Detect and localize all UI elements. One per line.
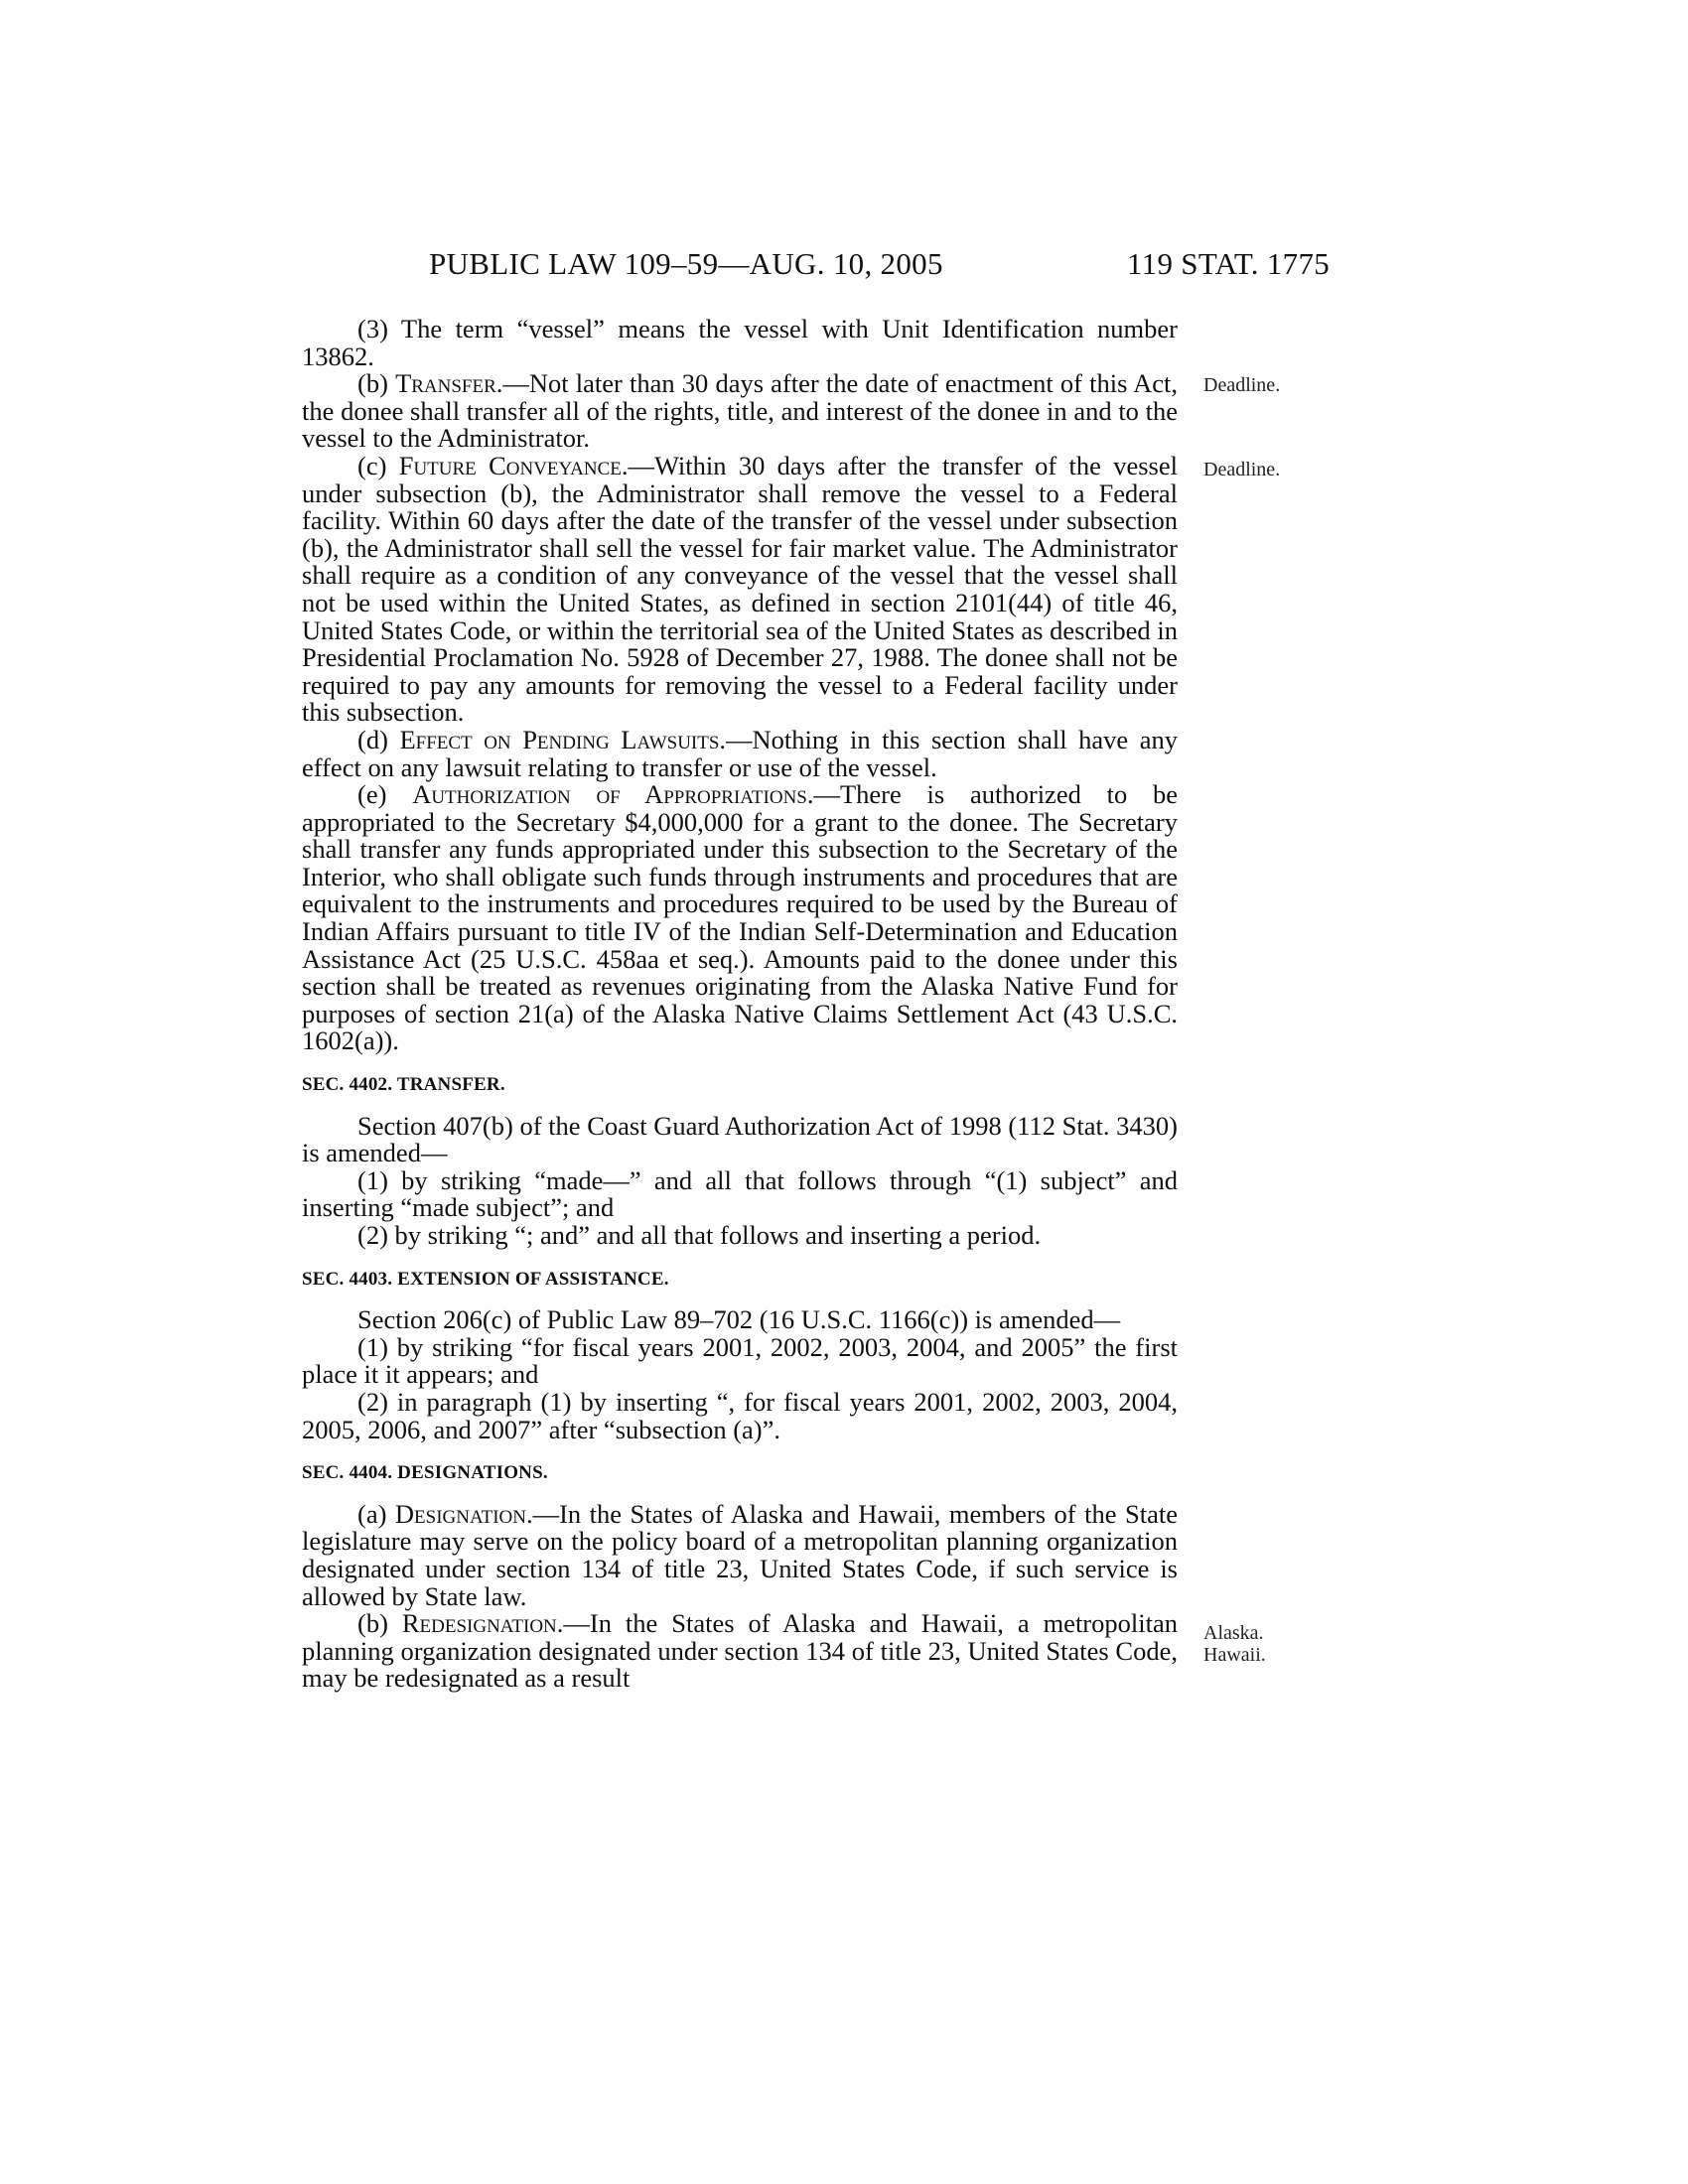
margin-note-alaska: Alaska. [1203, 1622, 1264, 1644]
paragraph-text: .—There is authorized to be appropriated to the Secretary $4,000,000 for a grant to the donee. The Secretary shall transfer any funds appropriated under this subsection to the Secretary of the Interior, who shall obligate such funds through instruments and procedures that are equivalent to the instruments and procedures required to be used by the Bureau of Indian Affairs pursuant to title IV of the Indian Self-Determination and Education Assistance Act (25 U.S.C. 458aa et seq.). Amounts paid to the donee under this section shall be treated as revenues originating from the Alaska Native Fund for purposes of section 21(a) of the Alaska Native Claims Settlement Act (43 U.S.C. 1602(a)). [302, 779, 1178, 1056]
paragraph-label: (b) [357, 368, 396, 399]
item-text: (1) by striking “for fiscal years 2001, 2002, 2003, 2004, and 2005” the first place it it appears; and [302, 1331, 1178, 1390]
subsection-heading: Designation [394, 1498, 526, 1529]
paragraph-label: (c) [357, 450, 399, 480]
paragraph-future-conveyance [302, 450, 1178, 728]
paragraph-text: .—Not later than 30 days after the date of enactment of this Act, the donee shall transfer all of the rights, title, and interest of the donee in and to the vessel to the Administrator. [302, 368, 1178, 454]
paragraph-label: (a) [357, 1498, 395, 1529]
section-heading-4404: SEC. 4404. DESIGNATIONS. [302, 1462, 548, 1484]
section-heading-4403: SEC. 4403. EXTENSION OF ASSISTANCE. [302, 1268, 669, 1290]
margin-note-alaska-hawaii [1203, 1622, 1266, 1666]
paragraph-designation [302, 1498, 1178, 1611]
paragraph-text: .—Within 30 days after the transfer of the vessel under subsection (b), the Administrator shall remove the vessel to a Federal facility. Within 60 days after the date of the transfer of the vessel under subsection (b), the Administrator shall sell the vessel for fair market value. The Administrator shall require as a condition of any conveyance of the vessel that the vessel shall not be used within the United States, as defined in section 2101(44) of title 46, United States Code, or within the territorial sea of the United States as described in Presidential Proclamation No. 5928 of December 27, 1988. The donee shall not be required to pay any amounts for removing the vessel to a Federal facility under this subsection. [302, 450, 1178, 728]
section-4402-item-1 [302, 1164, 1178, 1223]
subsection-heading: Effect on Pending Lawsuits [399, 724, 720, 754]
margin-note-hawaii: Hawaii. [1203, 1644, 1266, 1666]
running-header-page: 119 STAT. 1775 [1127, 246, 1331, 281]
subsection-heading: Authorization of Appropriations [412, 779, 807, 810]
section-4403-item-1 [302, 1331, 1178, 1390]
subsection-heading: Future Conveyance [398, 450, 622, 480]
statute-body [302, 316, 1178, 1693]
item-text: (2) by striking “; and” and all that follows and inserting a period. [357, 1220, 1042, 1250]
subsection-heading: Transfer [395, 368, 496, 399]
item-text: (2) in paragraph (1) by inserting “, for fiscal years 2001, 2002, 2003, 2004, 2005, 2006, and 2007” after “subsection (a)”. [302, 1386, 1178, 1444]
section-4402-intro: Section 407(b) of the Coast Guard Authorization Act of 1998 (112 Stat. 3430) is amended— [302, 1110, 1178, 1168]
paragraph-pending-lawsuits [302, 724, 1178, 782]
paragraph-text: .—In the States of Alaska and Hawaii, members of the State legislature may serve on the policy board of a metropolitan planning organization designated under section 134 of title 23, United States Code, if such service is allowed by State law. [302, 1498, 1178, 1611]
margin-note-deadline: Deadline. [1203, 459, 1281, 480]
section-4403-item-2 [302, 1386, 1178, 1444]
section-4402-item-2 [302, 1222, 1178, 1250]
section-heading-4402: SEC. 4402. TRANSFER. [302, 1074, 505, 1096]
section-4403-intro: Section 206(c) of Public Law 89–702 (16 U.S.C. 1166(c)) is amended— [357, 1304, 1121, 1335]
running-header-title: PUBLIC LAW 109–59—AUG. 10, 2005 [429, 246, 943, 281]
item-text: (1) by striking “made—” and all that follows through “(1) subject” and inserting “made subject”; and [302, 1164, 1178, 1223]
paragraph-transfer [302, 370, 1178, 453]
paragraph-redesignation [302, 1610, 1178, 1693]
paragraph-vessel-definition: (3) The term “vessel” means the vessel with Unit Identification number 13862. [302, 314, 1178, 371]
margin-note-deadline: Deadline. [1203, 374, 1281, 396]
paragraph-label: (b) [357, 1608, 402, 1639]
paragraph-label: (e) [357, 779, 413, 810]
subsection-heading: Redesignation [401, 1608, 557, 1639]
paragraph-text: .—In the States of Alaska and Hawaii, a metropolitan planning organization designated under section 134 of title 23, United States Code, may be redesignated as a result [302, 1608, 1178, 1694]
paragraph-appropriations [302, 781, 1178, 1055]
paragraph-text: .—Nothing in this section shall have any effect on any lawsuit relating to transfer or use of the vessel. [302, 724, 1178, 782]
paragraph-label: (d) [357, 724, 400, 754]
